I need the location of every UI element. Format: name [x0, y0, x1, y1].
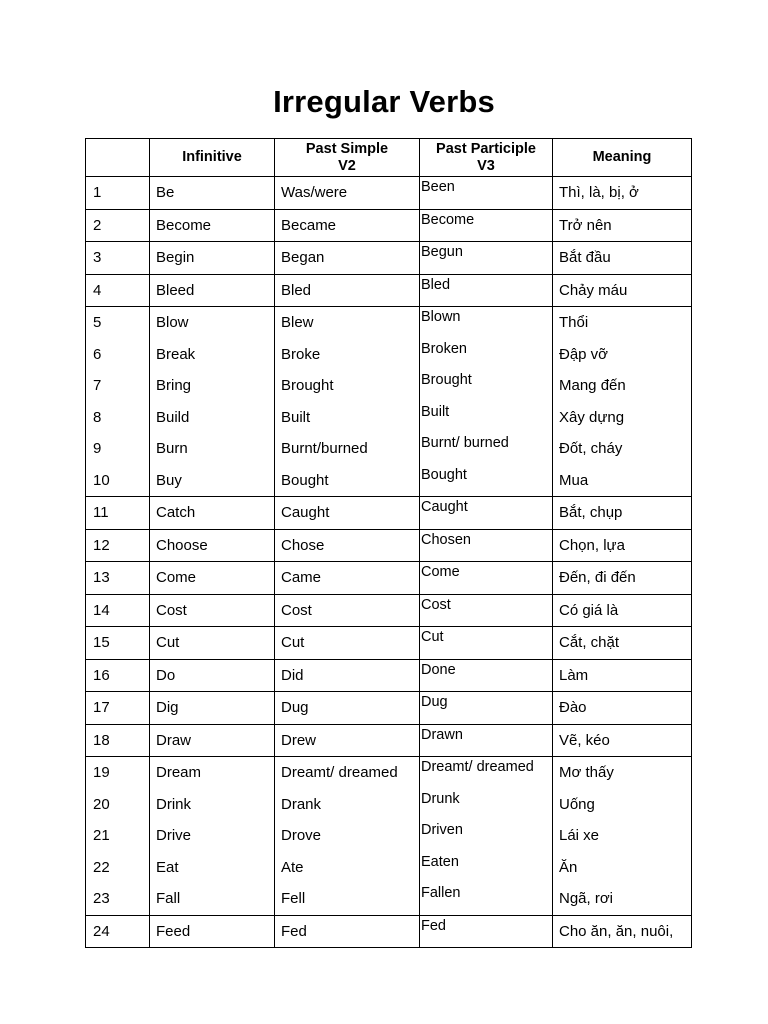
infinitive-cell: Choose	[150, 529, 275, 562]
past-participle-cell: Blown	[420, 307, 553, 339]
row-number: 10	[86, 465, 150, 497]
infinitive-cell: Blow	[150, 307, 275, 339]
meaning-cell: Chọn, lựa	[553, 529, 692, 562]
meaning-cell: Lái xe	[553, 820, 692, 852]
infinitive-cell: Begin	[150, 242, 275, 275]
row-number: 17	[86, 692, 150, 725]
infinitive-cell: Build	[150, 402, 275, 434]
infinitive-cell: Catch	[150, 497, 275, 530]
row-number: 13	[86, 562, 150, 595]
table-row	[86, 594, 692, 627]
meaning-cell: Cho ăn, ăn, nuôi,	[553, 915, 692, 948]
header-past-simple-line1: Past Simple	[305, 140, 389, 157]
row-number: 8	[86, 402, 150, 434]
past-participle-cell: Begun	[420, 242, 553, 275]
past-participle-cell: Drunk	[420, 789, 553, 821]
past-simple-cell: Brought	[275, 370, 420, 402]
meaning-cell: Bắt đầu	[553, 242, 692, 275]
table-row	[86, 370, 692, 402]
meaning-cell: Làm	[553, 659, 692, 692]
past-simple-cell: Came	[275, 562, 420, 595]
meaning-cell: Bắt, chụp	[553, 497, 692, 530]
infinitive-cell: Bring	[150, 370, 275, 402]
past-simple-cell: Was/were	[275, 177, 420, 210]
meaning-cell: Uống	[553, 789, 692, 821]
past-participle-cell: Burnt/ burned	[420, 433, 553, 465]
past-participle-cell: Dug	[420, 692, 553, 725]
past-participle-cell: Cut	[420, 627, 553, 660]
past-participle-cell: Driven	[420, 820, 553, 852]
table-row	[86, 883, 692, 915]
row-number: 14	[86, 594, 150, 627]
past-participle-cell: Become	[420, 209, 553, 242]
meaning-cell: Thì, là, bị, ở	[553, 177, 692, 210]
past-simple-cell: Fell	[275, 883, 420, 915]
meaning-cell: Mơ thấy	[553, 757, 692, 789]
past-participle-cell: Caught	[420, 497, 553, 530]
header-meaning: Meaning	[553, 139, 692, 177]
past-simple-cell: Broke	[275, 339, 420, 371]
past-participle-cell: Built	[420, 402, 553, 434]
row-number: 11	[86, 497, 150, 530]
meaning-cell: Chảy máu	[553, 274, 692, 307]
table-row	[86, 692, 692, 725]
past-participle-cell: Broken	[420, 339, 553, 371]
table-row	[86, 209, 692, 242]
past-simple-cell: Drank	[275, 789, 420, 821]
header-number	[86, 139, 150, 177]
row-number: 9	[86, 433, 150, 465]
meaning-cell: Cắt, chặt	[553, 627, 692, 660]
meaning-cell: Có giá là	[553, 594, 692, 627]
infinitive-cell: Cost	[150, 594, 275, 627]
past-simple-cell: Dreamt/ dreamed	[275, 757, 420, 789]
table-row	[86, 433, 692, 465]
header-past-participle-line2: V3	[477, 157, 495, 174]
meaning-cell: Đốt, cháy	[553, 433, 692, 465]
table-row	[86, 724, 692, 757]
table-row	[86, 402, 692, 434]
past-simple-cell: Bled	[275, 274, 420, 307]
meaning-cell: Vẽ, kéo	[553, 724, 692, 757]
table-row	[86, 274, 692, 307]
row-number: 20	[86, 789, 150, 821]
table-row	[86, 465, 692, 497]
past-simple-cell: Became	[275, 209, 420, 242]
row-number: 22	[86, 852, 150, 884]
past-simple-cell: Dug	[275, 692, 420, 725]
header-past-simple-line2: V2	[338, 157, 356, 174]
table-row	[86, 307, 692, 339]
header-infinitive: Infinitive	[150, 139, 275, 177]
meaning-cell: Thổi	[553, 307, 692, 339]
header-past-participle	[420, 139, 553, 177]
table-row	[86, 820, 692, 852]
past-simple-cell: Began	[275, 242, 420, 275]
infinitive-cell: Break	[150, 339, 275, 371]
row-number: 23	[86, 883, 150, 915]
past-simple-cell: Burnt/burned	[275, 433, 420, 465]
table-row	[86, 242, 692, 275]
infinitive-cell: Burn	[150, 433, 275, 465]
row-number: 1	[86, 177, 150, 210]
past-simple-cell: Did	[275, 659, 420, 692]
infinitive-cell: Buy	[150, 465, 275, 497]
past-simple-cell: Cost	[275, 594, 420, 627]
past-participle-cell: Brought	[420, 370, 553, 402]
meaning-cell: Đào	[553, 692, 692, 725]
past-simple-cell: Drew	[275, 724, 420, 757]
past-simple-cell: Bought	[275, 465, 420, 497]
table-row	[86, 177, 692, 210]
table-header-row	[86, 139, 692, 177]
row-number: 24	[86, 915, 150, 948]
past-participle-cell: Drawn	[420, 724, 553, 757]
row-number: 5	[86, 307, 150, 339]
past-participle-cell: Dreamt/ dreamed	[420, 757, 553, 789]
past-simple-cell: Fed	[275, 915, 420, 948]
row-number: 3	[86, 242, 150, 275]
past-simple-cell: Blew	[275, 307, 420, 339]
past-participle-cell: Bled	[420, 274, 553, 307]
row-number: 6	[86, 339, 150, 371]
meaning-cell: Mang đến	[553, 370, 692, 402]
infinitive-cell: Become	[150, 209, 275, 242]
meaning-cell: Xây dựng	[553, 402, 692, 434]
table-row	[86, 757, 692, 789]
meaning-cell: Đến, đi đến	[553, 562, 692, 595]
past-participle-cell: Fed	[420, 915, 553, 948]
infinitive-cell: Eat	[150, 852, 275, 884]
meaning-cell: Trở nên	[553, 209, 692, 242]
table-row	[86, 659, 692, 692]
past-participle-cell: Come	[420, 562, 553, 595]
row-number: 4	[86, 274, 150, 307]
table-row	[86, 789, 692, 821]
meaning-cell: Ăn	[553, 852, 692, 884]
table-row	[86, 529, 692, 562]
table-row	[86, 339, 692, 371]
table-row	[86, 915, 692, 948]
infinitive-cell: Cut	[150, 627, 275, 660]
row-number: 16	[86, 659, 150, 692]
table-row	[86, 627, 692, 660]
table-row	[86, 562, 692, 595]
header-past-simple	[275, 139, 420, 177]
meaning-cell: Ngã, rơi	[553, 883, 692, 915]
row-number: 19	[86, 757, 150, 789]
infinitive-cell: Drink	[150, 789, 275, 821]
row-number: 21	[86, 820, 150, 852]
page-title: Irregular Verbs	[273, 84, 495, 119]
past-participle-cell: Been	[420, 177, 553, 210]
infinitive-cell: Come	[150, 562, 275, 595]
row-number: 2	[86, 209, 150, 242]
past-participle-cell: Fallen	[420, 883, 553, 915]
infinitive-cell: Bleed	[150, 274, 275, 307]
past-participle-cell: Cost	[420, 594, 553, 627]
past-participle-cell: Chosen	[420, 529, 553, 562]
irregular-verbs-table	[85, 138, 692, 948]
past-simple-cell: Chose	[275, 529, 420, 562]
table-row	[86, 497, 692, 530]
past-participle-cell: Bought	[420, 465, 553, 497]
row-number: 18	[86, 724, 150, 757]
infinitive-cell: Drive	[150, 820, 275, 852]
infinitive-cell: Fall	[150, 883, 275, 915]
row-number: 7	[86, 370, 150, 402]
infinitive-cell: Dream	[150, 757, 275, 789]
past-simple-cell: Built	[275, 402, 420, 434]
row-number: 15	[86, 627, 150, 660]
row-number: 12	[86, 529, 150, 562]
past-simple-cell: Cut	[275, 627, 420, 660]
meaning-cell: Mua	[553, 465, 692, 497]
table-row	[86, 852, 692, 884]
past-simple-cell: Ate	[275, 852, 420, 884]
infinitive-cell: Dig	[150, 692, 275, 725]
infinitive-cell: Feed	[150, 915, 275, 948]
infinitive-cell: Be	[150, 177, 275, 210]
infinitive-cell: Do	[150, 659, 275, 692]
infinitive-cell: Draw	[150, 724, 275, 757]
past-simple-cell: Drove	[275, 820, 420, 852]
past-simple-cell: Caught	[275, 497, 420, 530]
past-participle-cell: Done	[420, 659, 553, 692]
meaning-cell: Đập vỡ	[553, 339, 692, 371]
header-past-participle-line1: Past Participle	[436, 140, 536, 157]
past-participle-cell: Eaten	[420, 852, 553, 884]
